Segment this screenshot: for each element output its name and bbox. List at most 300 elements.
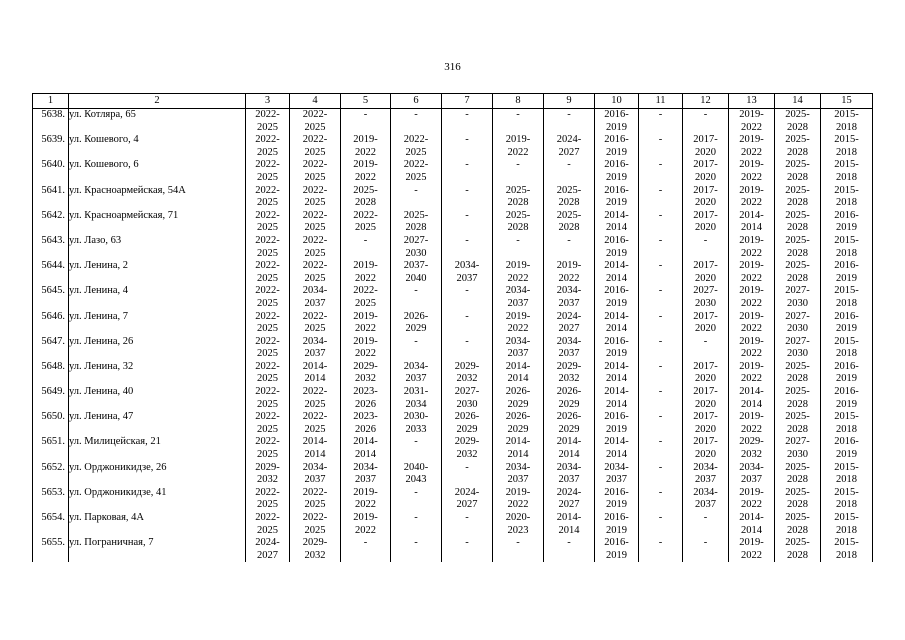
period-start: - — [658, 512, 663, 523]
period-start: 2015- — [834, 234, 859, 246]
period-cell — [639, 537, 683, 562]
period-end: 2027 — [257, 549, 278, 561]
period-cell — [821, 462, 873, 487]
period-cell — [246, 159, 290, 184]
period-start: - — [658, 537, 663, 549]
period-start: - — [703, 335, 708, 347]
period-end: 2037 — [304, 297, 326, 309]
period-start: 2025- — [785, 512, 810, 523]
column-header-5: 5 — [341, 94, 391, 109]
period-cell — [595, 210, 639, 235]
period-start: - — [567, 234, 571, 246]
period-cell — [544, 386, 595, 411]
period-cell — [775, 386, 821, 411]
period-cell — [391, 411, 442, 436]
table-row — [33, 285, 873, 310]
period-end: 2022 — [741, 247, 762, 259]
period-cell — [442, 311, 493, 336]
period-start: 2026- — [505, 386, 531, 398]
period-end: 2032 — [558, 373, 580, 385]
period-cell — [821, 260, 873, 285]
period-start: - — [567, 537, 571, 549]
period-start: 2025- — [785, 234, 810, 246]
period-end: 2026 — [355, 423, 376, 435]
period-end — [685, 122, 726, 135]
period-start: 2019- — [739, 234, 764, 246]
period-end: 2020 — [695, 373, 716, 385]
column-header-4: 4 — [290, 94, 341, 109]
period-cell — [544, 361, 595, 386]
period-cell — [341, 462, 391, 487]
period-cell — [341, 159, 391, 184]
period-end: 2014 — [741, 222, 762, 234]
period-start: 2029- — [255, 461, 280, 473]
period-start: 2022- — [302, 209, 328, 221]
period-end: 2014 — [304, 449, 326, 461]
period-cell — [729, 185, 775, 210]
period-end: 2037 — [405, 373, 427, 385]
period-cell — [290, 462, 341, 487]
period-end — [444, 298, 490, 311]
period-start: 2034- — [302, 461, 328, 473]
period-end: 2028 — [787, 272, 808, 284]
period-cell — [442, 537, 493, 562]
table-row — [33, 134, 873, 159]
period-cell — [341, 185, 391, 210]
period-start: - — [567, 109, 571, 120]
period-cell — [341, 436, 391, 461]
period-cell — [775, 311, 821, 336]
period-start: 2019- — [505, 310, 531, 322]
period-end — [546, 550, 592, 563]
column-header-9: 9 — [544, 94, 595, 109]
address-cell: ул. Орджоникидзе, 41 — [69, 487, 246, 512]
period-end: 2022 — [741, 423, 762, 435]
row-number: 5642. — [33, 210, 69, 235]
period-cell — [341, 285, 391, 310]
period-cell — [595, 235, 639, 260]
period-end: 2025 — [405, 146, 427, 158]
period-end: 2030 — [787, 323, 808, 335]
period-cell — [595, 285, 639, 310]
period-start: 2019- — [353, 260, 378, 272]
period-start: 2022- — [403, 134, 429, 146]
schedule-table — [32, 93, 873, 562]
period-end: 2030 — [787, 449, 808, 461]
period-start: 2034- — [556, 285, 582, 297]
period-cell — [442, 210, 493, 235]
period-cell — [493, 361, 544, 386]
period-end — [546, 122, 592, 135]
period-end: 2032 — [456, 373, 478, 385]
period-cell — [683, 336, 729, 361]
period-start: - — [516, 159, 520, 171]
period-start: 2014- — [604, 260, 629, 272]
period-end: 2025 — [304, 171, 326, 183]
period-end: 2018 — [836, 499, 857, 511]
period-end: 2028 — [787, 398, 808, 410]
period-end — [546, 172, 592, 185]
period-start: 2034- — [505, 335, 531, 347]
period-end: 2020 — [695, 171, 716, 183]
period-start: 2022- — [302, 234, 328, 246]
period-start: 2027- — [785, 285, 810, 297]
period-start: 2019- — [739, 335, 764, 347]
column-header-12: 12 — [683, 94, 729, 109]
period-start: - — [465, 184, 469, 196]
period-end — [444, 147, 490, 160]
period-cell — [683, 185, 729, 210]
period-cell — [683, 411, 729, 436]
period-start: 2034- — [604, 461, 629, 473]
period-cell — [544, 537, 595, 562]
period-end: 2019 — [606, 524, 627, 536]
period-cell — [544, 411, 595, 436]
period-end: 2018 — [836, 197, 857, 209]
period-end: 2025 — [257, 171, 278, 183]
period-start: - — [658, 159, 663, 171]
period-end: 2028 — [507, 197, 529, 209]
period-start: 2019- — [353, 486, 378, 498]
period-cell — [729, 411, 775, 436]
period-cell — [729, 311, 775, 336]
period-end: 2022 — [507, 272, 529, 284]
period-end: 2022 — [355, 171, 376, 183]
period-end: 2025 — [304, 222, 326, 234]
period-cell — [595, 336, 639, 361]
period-end: 2025 — [257, 297, 278, 309]
period-cell — [290, 386, 341, 411]
period-start: - — [658, 260, 663, 272]
period-end: 2025 — [257, 423, 278, 435]
period-start: - — [465, 134, 469, 146]
period-cell — [290, 336, 341, 361]
period-end: 2025 — [257, 499, 278, 511]
period-cell — [821, 436, 873, 461]
period-cell — [775, 134, 821, 159]
period-end: 2020 — [695, 146, 716, 158]
period-start: 2014- — [604, 386, 629, 398]
period-start: - — [465, 461, 469, 473]
period-end: 2025 — [257, 373, 278, 385]
period-start: 2022- — [255, 159, 280, 171]
period-start: - — [658, 360, 663, 372]
period-end — [641, 424, 680, 437]
period-cell — [246, 411, 290, 436]
period-cell — [729, 134, 775, 159]
period-start: - — [465, 234, 469, 246]
table-row — [33, 336, 873, 361]
period-cell — [639, 436, 683, 461]
period-start: 2019- — [353, 159, 378, 171]
period-end: 2014 — [606, 323, 627, 335]
period-end: 2022 — [741, 373, 762, 385]
period-end — [495, 172, 541, 185]
period-cell — [341, 537, 391, 562]
column-header-10: 10 — [595, 94, 639, 109]
period-start: 2025- — [785, 209, 810, 221]
period-end: 2014 — [741, 524, 762, 536]
period-end: 2019 — [606, 297, 627, 309]
period-end: 2028 — [787, 171, 808, 183]
period-end: 2030 — [787, 297, 808, 309]
period-start: 2022- — [302, 184, 328, 196]
period-start: 2025- — [785, 134, 810, 146]
period-end — [393, 550, 439, 563]
period-start: 2025- — [785, 109, 810, 120]
period-cell — [683, 436, 729, 461]
period-end — [641, 222, 680, 235]
period-cell — [544, 134, 595, 159]
period-start: 2029- — [302, 537, 328, 549]
period-start: 2025- — [403, 209, 429, 221]
period-start: 2016- — [604, 335, 629, 347]
period-start: 2016- — [604, 486, 629, 498]
period-end: 2029 — [456, 423, 478, 435]
period-start: 2022- — [353, 285, 378, 297]
period-end — [343, 248, 388, 261]
period-cell — [493, 285, 544, 310]
period-end: 2020 — [695, 323, 716, 335]
period-end: 2028 — [787, 247, 808, 259]
period-end: 2032 — [456, 449, 478, 461]
period-cell — [595, 134, 639, 159]
period-start: 2015- — [834, 109, 859, 120]
period-cell — [493, 210, 544, 235]
table-body — [33, 109, 873, 563]
period-start: 2017- — [693, 436, 718, 448]
period-end — [444, 323, 490, 336]
row-number: 5649. — [33, 386, 69, 411]
column-header-7: 7 — [442, 94, 493, 109]
period-end: 2014 — [507, 373, 529, 385]
period-cell — [544, 311, 595, 336]
period-start: 2025- — [505, 184, 531, 196]
period-cell — [595, 462, 639, 487]
period-cell — [544, 436, 595, 461]
period-end: 2022 — [741, 323, 762, 335]
period-end — [444, 525, 490, 538]
period-cell — [341, 134, 391, 159]
period-start: 2016- — [834, 310, 859, 322]
period-start: 2025- — [785, 184, 810, 196]
period-cell — [341, 210, 391, 235]
period-start: 2016- — [604, 285, 629, 297]
period-start: 2022- — [302, 109, 328, 120]
period-start: 2034- — [403, 360, 429, 372]
period-end: 2025 — [257, 398, 278, 410]
period-cell — [821, 134, 873, 159]
period-start: 2029- — [556, 360, 582, 372]
period-start: 2019- — [739, 411, 764, 423]
period-cell — [544, 159, 595, 184]
period-end: 2025 — [304, 121, 326, 133]
period-end: 2014 — [606, 398, 627, 410]
period-start: 2015- — [834, 537, 859, 549]
period-start: 2015- — [834, 134, 859, 146]
period-cell — [290, 134, 341, 159]
period-end: 2018 — [836, 247, 857, 259]
period-end: 2018 — [836, 171, 857, 183]
period-cell — [290, 159, 341, 184]
period-cell — [775, 361, 821, 386]
period-start: 2022- — [255, 386, 280, 398]
period-start: 2019- — [739, 310, 764, 322]
period-cell — [821, 537, 873, 562]
period-start: - — [414, 512, 418, 523]
period-cell — [442, 134, 493, 159]
period-start: - — [567, 159, 571, 171]
column-header-13: 13 — [729, 94, 775, 109]
period-start: 2025- — [353, 184, 378, 196]
period-cell — [493, 311, 544, 336]
period-end — [393, 348, 439, 361]
period-cell — [493, 260, 544, 285]
period-start: - — [703, 537, 708, 549]
period-end: 2028 — [787, 121, 808, 133]
period-start: 2019- — [353, 512, 378, 523]
period-end: 2019 — [606, 549, 627, 561]
period-cell — [595, 185, 639, 210]
period-start: 2022- — [255, 436, 280, 448]
period-cell — [729, 260, 775, 285]
period-end: 2023 — [507, 524, 529, 536]
period-cell — [442, 512, 493, 537]
period-start: 2019- — [556, 260, 582, 272]
address-cell: ул. Ленина, 26 — [69, 336, 246, 361]
period-start: 2014- — [556, 436, 582, 448]
period-start: - — [414, 109, 418, 120]
period-end: 2019 — [606, 499, 627, 511]
period-end: 2022 — [507, 499, 529, 511]
period-end — [444, 122, 490, 135]
table-row — [33, 361, 873, 386]
period-cell — [391, 285, 442, 310]
address-cell: ул. Ленина, 4 — [69, 285, 246, 310]
period-cell — [544, 260, 595, 285]
period-cell — [683, 285, 729, 310]
period-cell — [639, 361, 683, 386]
period-end — [685, 348, 726, 361]
period-end: 2030 — [695, 297, 716, 309]
period-end: 2019 — [606, 197, 627, 209]
period-end: 2025 — [304, 272, 326, 284]
period-end: 2022 — [355, 524, 376, 536]
period-end: 2022 — [741, 171, 762, 183]
address-cell: ул. Пограничная, 7 — [69, 537, 246, 562]
period-start: 2019- — [353, 134, 378, 146]
period-end — [641, 298, 680, 311]
period-cell — [442, 411, 493, 436]
period-end: 2037 — [695, 499, 716, 511]
period-end: 2037 — [558, 474, 580, 486]
period-end: 2020 — [695, 197, 716, 209]
period-cell — [290, 235, 341, 260]
table-row — [33, 210, 873, 235]
period-cell — [442, 185, 493, 210]
period-cell — [246, 361, 290, 386]
period-start: 2014- — [302, 360, 328, 372]
period-cell — [290, 512, 341, 537]
period-end: 2029 — [405, 323, 427, 335]
period-start: 2017- — [693, 184, 718, 196]
column-header-15: 15 — [821, 94, 873, 109]
period-start: - — [465, 335, 469, 347]
period-start: 2024- — [556, 310, 582, 322]
period-cell — [729, 109, 775, 135]
period-start: 2027- — [454, 386, 480, 398]
period-cell — [246, 462, 290, 487]
period-end — [444, 474, 490, 487]
period-end: 2028 — [558, 222, 580, 234]
period-cell — [442, 436, 493, 461]
period-cell — [544, 512, 595, 537]
period-cell — [391, 361, 442, 386]
period-end — [444, 197, 490, 210]
period-end: 2022 — [355, 272, 376, 284]
period-start: 2034- — [302, 335, 328, 347]
period-end: 2022 — [355, 146, 376, 158]
period-start: 2019- — [739, 134, 764, 146]
period-start: 2022- — [255, 234, 280, 246]
table-row — [33, 537, 873, 562]
address-cell: ул. Ленина, 47 — [69, 411, 246, 436]
period-end: 2037 — [741, 474, 762, 486]
period-cell — [290, 210, 341, 235]
period-start: 2025- — [785, 486, 810, 498]
period-cell — [683, 386, 729, 411]
period-start: 2015- — [834, 461, 859, 473]
table-row — [33, 260, 873, 285]
period-start: 2014- — [505, 436, 531, 448]
period-end — [444, 550, 490, 563]
period-start: 2014- — [739, 512, 764, 523]
period-start: 2019- — [739, 486, 764, 498]
period-cell — [442, 361, 493, 386]
period-end: 2018 — [836, 297, 857, 309]
period-end: 2037 — [558, 297, 580, 309]
period-cell — [821, 235, 873, 260]
page-number: 316 — [444, 61, 461, 73]
period-end: 2037 — [606, 474, 627, 486]
period-cell — [391, 159, 442, 184]
period-start: 2019- — [739, 184, 764, 196]
period-end: 2037 — [558, 348, 580, 360]
period-start: - — [658, 285, 663, 297]
address-cell: ул. Ленина, 2 — [69, 260, 246, 285]
period-start: 2022- — [302, 411, 328, 423]
period-start: 2016- — [604, 159, 629, 171]
period-end: 2025 — [257, 146, 278, 158]
period-cell — [290, 109, 341, 135]
period-start: 2014- — [604, 360, 629, 372]
period-start: 2017- — [693, 411, 718, 423]
period-end: 2028 — [787, 549, 808, 561]
period-start: - — [465, 209, 469, 221]
period-start: 2034- — [454, 260, 480, 272]
period-start: 2022- — [302, 310, 328, 322]
period-cell — [493, 487, 544, 512]
period-end: 2037 — [304, 474, 326, 486]
period-end — [546, 248, 592, 261]
period-cell — [493, 134, 544, 159]
period-end: 2019 — [606, 171, 627, 183]
period-end: 2020 — [695, 449, 716, 461]
period-cell — [821, 336, 873, 361]
period-start: 2016- — [834, 260, 859, 272]
period-cell — [246, 386, 290, 411]
row-number: 5643. — [33, 235, 69, 260]
